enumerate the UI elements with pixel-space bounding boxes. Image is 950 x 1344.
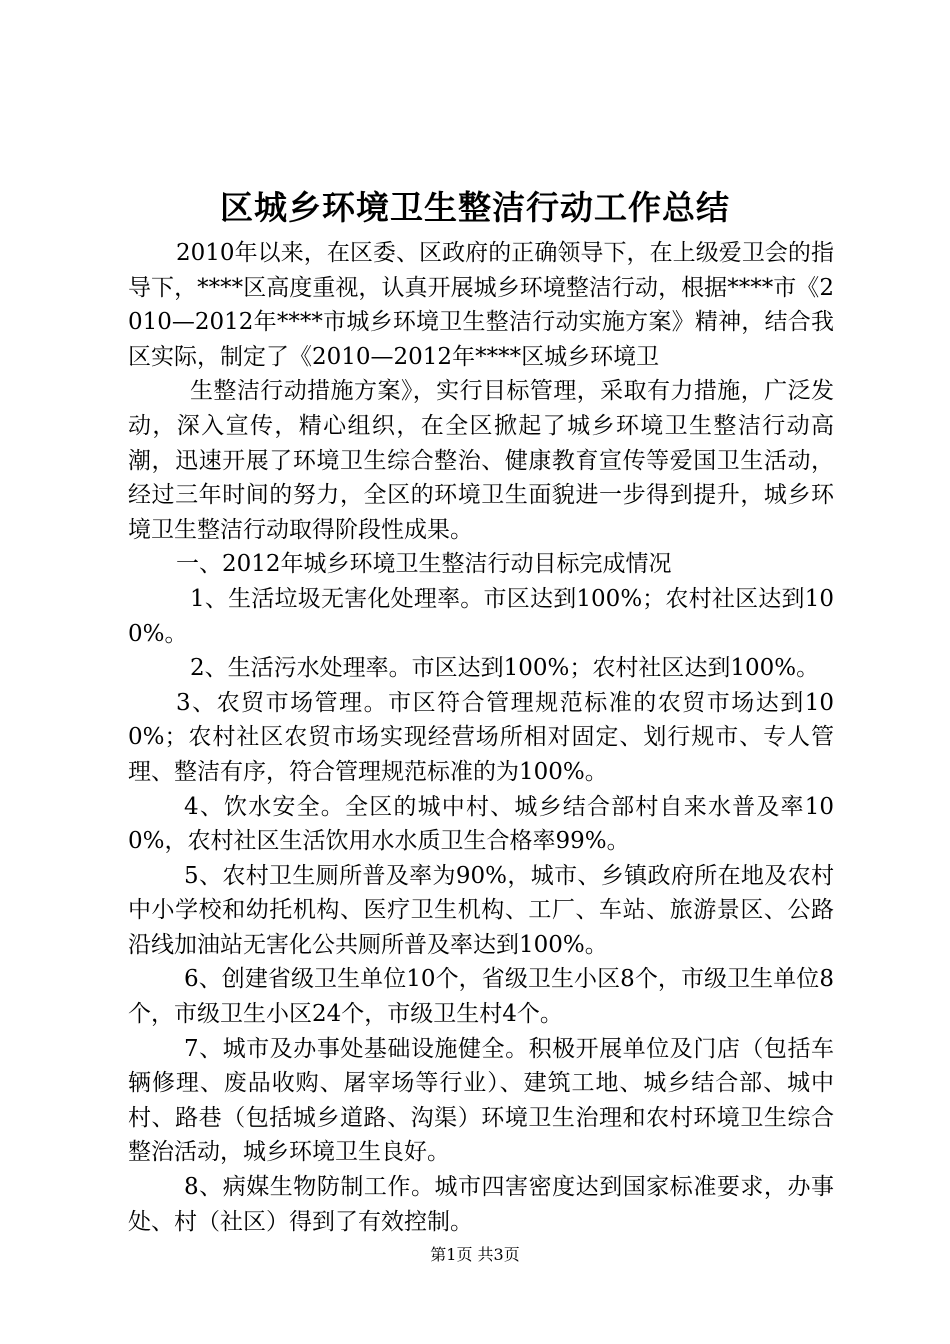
- list-item: 1、生活垃圾无害化处理率。市区达到100%；农村社区达到100%。: [128, 585, 834, 647]
- list-item: 7、城市及办事处基础设施健全。积极开展单位及门店（包括车辆修理、废品收购、屠宰场等行业）、建筑工地、城乡结合部、城中村、路巷（包括城乡道路、沟渠）环境卫生治理和农村环境卫生综合整治活动，城乡环境卫生良好。: [128, 1035, 834, 1166]
- list-item: 5、农村卫生厕所普及率为90%，城市、乡镇政府所在地及农村中小学校和幼托机构、医疗卫生机构、工厂、车站、旅游景区、公路沿线加油站无害化公共厕所普及率达到100%。: [128, 862, 834, 958]
- paragraph-intro: 2010年以来，在区委、区政府的正确领导下，在上级爱卫会的指导下，****区高度重视，认真开展城乡环境整洁行动，根据****市《2010—2012年****市城乡环境卫生整洁行动实施方案》精神，结合我区实际，制定了《2010—2012年****区城乡环境卫: [128, 240, 834, 370]
- list-item: 3、农贸市场管理。市区符合管理规范标准的农贸市场达到100%；农村社区农贸市场实现经营场所相对固定、划行规市、专人管理、整洁有序，符合管理规范标准的为100%。: [128, 689, 834, 785]
- document-body: [128, 236, 834, 1239]
- paragraph-intro-continued: 生整洁行动措施方案》，实行目标管理，采取有力措施，广泛发动，深入宣传，精心组织，在全区掀起了城乡环境卫生整洁行动高潮，迅速开展了环境卫生综合整治、健康教育宣传等爱国卫生活动，经过三年时间的努力，全区的环境卫生面貌进一步得到提升，城乡环境卫生整洁行动取得阶段性成果。: [128, 378, 834, 543]
- list-item: 2、生活污水处理率。市区达到100%；农村社区达到100%。: [190, 655, 820, 682]
- section-heading: 一、2012年城乡环境卫生整洁行动目标完成情况: [176, 551, 672, 578]
- list-item: 6、创建省级卫生单位10个，省级卫生小区8个，市级卫生单位8个，市级卫生小区24个，市级卫生村4个。: [128, 966, 834, 1028]
- page-number-footer: 第1页 共3页: [430, 1245, 520, 1264]
- document-title: 区城乡环境卫生整洁行动工作总结: [220, 188, 730, 227]
- list-item: 4、饮水安全。全区的城中村、城乡结合部村自来水普及率100%，农村社区生活饮用水水质卫生合格率99%。: [128, 793, 834, 855]
- list-item: 8、病媒生物防制工作。城市四害密度达到国家标准要求，办事处、村（社区）得到了有效控制。: [128, 1174, 834, 1235]
